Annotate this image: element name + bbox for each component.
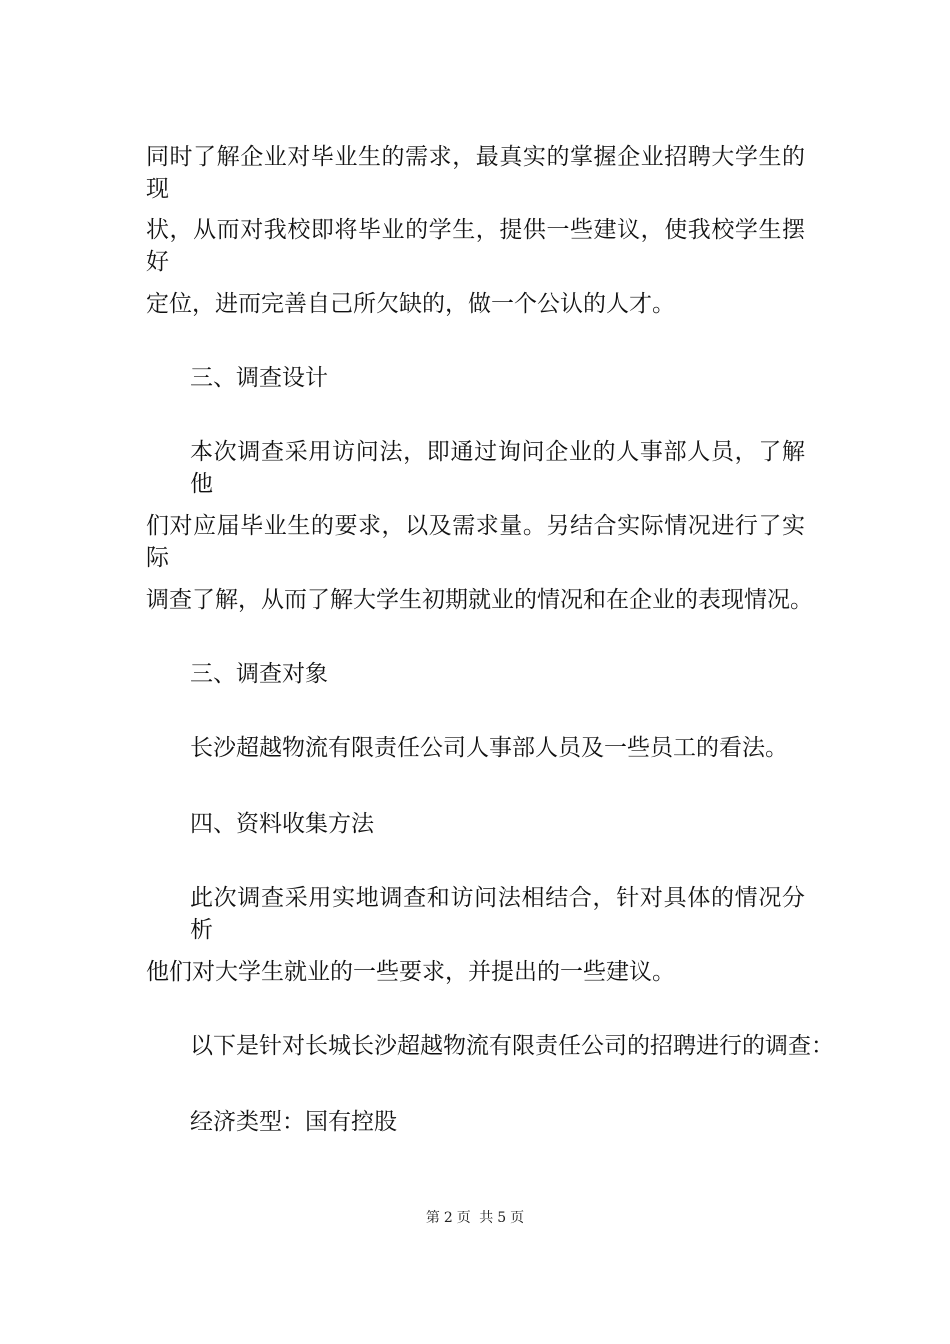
footer-middle: 页 共 xyxy=(456,1210,494,1226)
body-line-14: 经济类型：国有控股 xyxy=(190,1109,397,1135)
footer-current-page: 2 xyxy=(443,1210,453,1226)
footer-suffix: 页 xyxy=(510,1210,525,1226)
body-line-6: 们对应届毕业生的要求，以及需求量。另结合实际情况进行了实际 xyxy=(146,513,805,571)
page-number-footer xyxy=(0,1208,950,1228)
section-heading-design: 三、调查设计 xyxy=(190,365,328,391)
body-line-7: 调查了解，从而了解大学生初期就业的情况和在企业的表现情况。 xyxy=(146,587,813,613)
body-line-13: 以下是针对长城长沙超越物流有限责任公司的招聘进行的调查： xyxy=(190,1033,834,1059)
body-line-9: 长沙超越物流有限责任公司人事部人员及一些员工的看法。 xyxy=(190,735,788,761)
footer-prefix: 第 xyxy=(425,1210,440,1226)
body-line-3: 定位，进而完善自己所欠缺的，做一个公认的人才。 xyxy=(146,291,675,317)
body-line-12: 他们对大学生就业的一些要求，并提出的一些建议。 xyxy=(146,959,675,985)
body-line-5: 本次调查采用访问法，即通过询问企业的人事部人员，了解他 xyxy=(190,439,805,497)
body-line-1: 同时了解企业对毕业生的需求，最真实的掌握企业招聘大学生的现 xyxy=(146,144,805,202)
section-heading-methods: 四、资料收集方法 xyxy=(190,811,374,837)
body-line-2: 状，从而对我校即将毕业的学生，提供一些建议，使我校学生摆好 xyxy=(146,217,805,275)
footer-total-pages: 5 xyxy=(497,1210,507,1226)
section-heading-subjects: 三、调查对象 xyxy=(190,661,328,687)
body-line-11: 此次调查采用实地调查和访问法相结合，针对具体的情况分析 xyxy=(190,885,805,943)
